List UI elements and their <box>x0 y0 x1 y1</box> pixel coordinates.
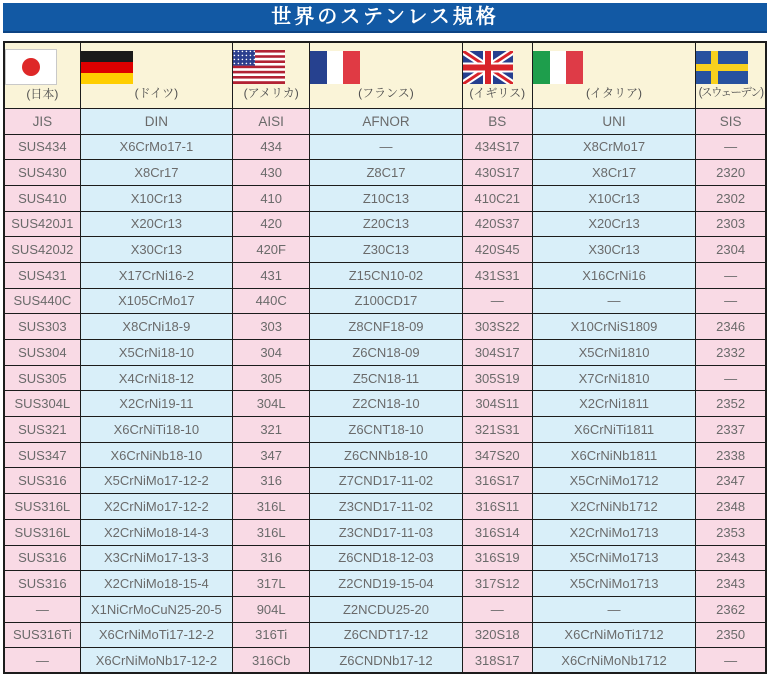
table-cell: — <box>462 596 532 622</box>
country-label-france: (フランス) <box>358 85 414 100</box>
table-cell: Z5CN18-11 <box>310 365 462 391</box>
table-cell: 316Ti <box>233 622 310 648</box>
table-cell: SUS303 <box>4 314 80 340</box>
table-cell: Z15CN10-02 <box>310 262 462 288</box>
table-cell: SUS305 <box>4 365 80 391</box>
flag-cell-germany <box>80 42 232 108</box>
country-label-usa: (アメリカ) <box>243 86 299 101</box>
table-cell: X6CrNiTi1811 <box>532 417 695 443</box>
table-cell: 420 <box>233 211 310 237</box>
table-cell: — <box>696 288 766 314</box>
table-cell: 321 <box>233 417 310 443</box>
stainless-standards-table <box>3 41 767 674</box>
table-cell: 321S31 <box>462 417 532 443</box>
table-row <box>4 417 766 443</box>
table-cell: X2CrNiNb1712 <box>532 494 695 520</box>
table-cell: 2348 <box>696 494 766 520</box>
table-cell: 2320 <box>696 160 766 186</box>
table-cell: 304S11 <box>462 391 532 417</box>
flag-cell-italy <box>532 42 695 108</box>
table-cell: SUS316L <box>4 494 80 520</box>
table-cell: Z30C13 <box>310 237 462 263</box>
header-sis: SIS <box>696 108 766 134</box>
table-cell: Z3CND17-11-02 <box>310 494 462 520</box>
table-cell: 316S14 <box>462 519 532 545</box>
table-row <box>4 468 766 494</box>
table-cell: 2332 <box>696 340 766 366</box>
country-label-uk: (イギリス) <box>469 85 526 100</box>
france-flag-icon <box>310 51 461 84</box>
table-cell: — <box>462 288 532 314</box>
table-cell: X6CrMo17-1 <box>80 134 232 160</box>
table-cell: X2CrNiMo18-15-4 <box>80 571 232 597</box>
table-cell: 347 <box>233 442 310 468</box>
table-cell: SUS321 <box>4 417 80 443</box>
table-cell: X2CrNiMo18-14-3 <box>80 519 232 545</box>
table-cell: 316S11 <box>462 494 532 520</box>
table-cell: 410C21 <box>462 185 532 211</box>
country-label-japan: (日本) <box>26 87 59 102</box>
table-cell: X16CrNi16 <box>532 262 695 288</box>
table-cell: Z6CN18-09 <box>310 340 462 366</box>
table-cell: SUS440C <box>4 288 80 314</box>
table-cell: Z6CNNb18-10 <box>310 442 462 468</box>
table-cell: SUS316 <box>4 571 80 597</box>
table-cell: X20Cr13 <box>532 211 695 237</box>
table-cell: 305 <box>233 365 310 391</box>
table-cell: X3CrNiMo17-13-3 <box>80 545 232 571</box>
table-cell: 431S31 <box>462 262 532 288</box>
table-cell: SUS347 <box>4 442 80 468</box>
table-row <box>4 365 766 391</box>
table-cell: Z10C13 <box>310 185 462 211</box>
table-cell: — <box>696 648 766 674</box>
table-cell: Z2CN18-10 <box>310 391 462 417</box>
table-cell: X5CrNiMo1713 <box>532 545 695 571</box>
table-row <box>4 545 766 571</box>
table-row <box>4 648 766 674</box>
table-cell: — <box>532 288 695 314</box>
table-cell: X2CrNi1811 <box>532 391 695 417</box>
table-cell: 305S19 <box>462 365 532 391</box>
table-row <box>4 134 766 160</box>
table-cell: X6CrNiMoNb17-12-2 <box>80 648 232 674</box>
italy-flag-icon <box>533 51 695 84</box>
table-cell: SUS431 <box>4 262 80 288</box>
table-body <box>4 134 766 673</box>
table-cell: SUS316L <box>4 519 80 545</box>
japan-flag-icon <box>5 49 80 85</box>
flag-cell-usa <box>233 42 310 108</box>
table-cell: Z6CNT18-10 <box>310 417 462 443</box>
table-cell: Z7CND17-11-02 <box>310 468 462 494</box>
table-cell: — <box>310 134 462 160</box>
table-cell: X1NiCrMoCuN25-20-5 <box>80 596 232 622</box>
header-jis: JIS <box>4 108 80 134</box>
header-uni: UNI <box>532 108 695 134</box>
table-row <box>4 519 766 545</box>
table-row <box>4 262 766 288</box>
table-cell: 420F <box>233 237 310 263</box>
flag-cell-france <box>310 42 462 108</box>
table-cell: 316 <box>233 468 310 494</box>
table-cell: 2302 <box>696 185 766 211</box>
table-cell: 2347 <box>696 468 766 494</box>
table-cell: 431 <box>233 262 310 288</box>
header-afnor: AFNOR <box>310 108 462 134</box>
uk-flag-icon <box>463 51 532 84</box>
header-bs: BS <box>462 108 532 134</box>
table-row <box>4 160 766 186</box>
table-cell: X6CrNiTi18-10 <box>80 417 232 443</box>
table-cell: 316Cb <box>233 648 310 674</box>
table-cell: X5CrNiMo1712 <box>532 468 695 494</box>
table-cell: X5CrNi1810 <box>532 340 695 366</box>
table-cell: Z8C17 <box>310 160 462 186</box>
table-cell: — <box>696 262 766 288</box>
table-cell: SUS316Ti <box>4 622 80 648</box>
table-cell: — <box>696 134 766 160</box>
table-cell: X8CrNi18-9 <box>80 314 232 340</box>
table-cell: 316L <box>233 519 310 545</box>
table-row <box>4 442 766 468</box>
table-cell: — <box>4 648 80 674</box>
table-cell: 434 <box>233 134 310 160</box>
table-cell: Z20C13 <box>310 211 462 237</box>
table-cell: X5CrNiMo17-12-2 <box>80 468 232 494</box>
table-cell: 304 <box>233 340 310 366</box>
table-cell: 320S18 <box>462 622 532 648</box>
germany-flag-icon <box>81 51 232 84</box>
country-label-sweden: (スウェーデン) <box>698 86 763 99</box>
table-cell: 420S37 <box>462 211 532 237</box>
table-cell: 347S20 <box>462 442 532 468</box>
table-cell: 318S17 <box>462 648 532 674</box>
table-cell: 2350 <box>696 622 766 648</box>
standards-header-row <box>4 108 766 134</box>
table-cell: X10Cr13 <box>80 185 232 211</box>
table-cell: X6CrNiNb18-10 <box>80 442 232 468</box>
table-cell: 317L <box>233 571 310 597</box>
table-cell: 2343 <box>696 571 766 597</box>
table-cell: X6CrNiMoTi1712 <box>532 622 695 648</box>
table-cell: — <box>696 365 766 391</box>
flag-cell-sweden <box>696 42 766 108</box>
table-row <box>4 340 766 366</box>
table-cell: 2362 <box>696 596 766 622</box>
table-cell: Z3CND17-11-03 <box>310 519 462 545</box>
sweden-flag-icon <box>696 51 765 84</box>
flag-cell-japan <box>4 42 80 108</box>
table-cell: 317S12 <box>462 571 532 597</box>
table-row <box>4 237 766 263</box>
table-cell: X30Cr13 <box>532 237 695 263</box>
table-cell: X6CrNiMoNb1712 <box>532 648 695 674</box>
table-cell: 430 <box>233 160 310 186</box>
table-cell: 303S22 <box>462 314 532 340</box>
table-row <box>4 596 766 622</box>
table-cell: 316L <box>233 494 310 520</box>
country-label-germany: (ドイツ) <box>134 85 179 100</box>
table-cell: 440C <box>233 288 310 314</box>
table-cell: Z2NCDU25-20 <box>310 596 462 622</box>
table-cell: Z8CNF18-09 <box>310 314 462 340</box>
table-cell: 316 <box>233 545 310 571</box>
usa-flag-icon <box>233 50 309 84</box>
table-cell: X17CrNi16-2 <box>80 262 232 288</box>
table-cell: X10CrNiS1809 <box>532 314 695 340</box>
table-cell: SUS430 <box>4 160 80 186</box>
flag-header-row <box>4 42 766 108</box>
table-cell: X5CrNi18-10 <box>80 340 232 366</box>
table-cell: SUS304L <box>4 391 80 417</box>
table-row <box>4 571 766 597</box>
table-cell: 2337 <box>696 417 766 443</box>
table-cell: SUS434 <box>4 134 80 160</box>
table-cell: X8Cr17 <box>532 160 695 186</box>
table-row <box>4 622 766 648</box>
table-cell: 303 <box>233 314 310 340</box>
table-cell: X5CrNiMo1713 <box>532 571 695 597</box>
table-cell: 2346 <box>696 314 766 340</box>
table-row <box>4 288 766 314</box>
table-cell: 304L <box>233 391 310 417</box>
table-cell: X6CrNiNb1811 <box>532 442 695 468</box>
table-cell: 2353 <box>696 519 766 545</box>
table-cell: Z2CND19-15-04 <box>310 571 462 597</box>
table-cell: X30Cr13 <box>80 237 232 263</box>
table-cell: X20Cr13 <box>80 211 232 237</box>
table-cell: 430S17 <box>462 160 532 186</box>
table-row <box>4 185 766 211</box>
table-row <box>4 211 766 237</box>
table-cell: Z6CND18-12-03 <box>310 545 462 571</box>
table-cell: SUS304 <box>4 340 80 366</box>
table-cell: 316S19 <box>462 545 532 571</box>
table-cell: 304S17 <box>462 340 532 366</box>
table-cell: X2CrNiMo1713 <box>532 519 695 545</box>
table-cell: 904L <box>233 596 310 622</box>
table-cell: 2304 <box>696 237 766 263</box>
table-cell: 2303 <box>696 211 766 237</box>
table-cell: X7CrNi1810 <box>532 365 695 391</box>
table-cell: SUS420J2 <box>4 237 80 263</box>
country-label-italy: (イタリア) <box>586 85 643 100</box>
page-title: 世界のステンレス規格 <box>3 3 767 33</box>
table-cell: SUS410 <box>4 185 80 211</box>
table-cell: X4CrNi18-12 <box>80 365 232 391</box>
header-din: DIN <box>80 108 232 134</box>
flag-cell-uk <box>462 42 532 108</box>
table-cell: X8CrMo17 <box>532 134 695 160</box>
table-cell: SUS316 <box>4 468 80 494</box>
table-cell: SUS420J1 <box>4 211 80 237</box>
table-cell: SUS316 <box>4 545 80 571</box>
table-cell: — <box>532 596 695 622</box>
table-cell: Z6CNDNb17-12 <box>310 648 462 674</box>
table-cell: X6CrNiMoTi17-12-2 <box>80 622 232 648</box>
table-row <box>4 391 766 417</box>
table-cell: X8Cr17 <box>80 160 232 186</box>
table-row <box>4 314 766 340</box>
table-cell: 2343 <box>696 545 766 571</box>
table-cell: X2CrNiMo17-12-2 <box>80 494 232 520</box>
table-cell: 434S17 <box>462 134 532 160</box>
table-cell: Z100CD17 <box>310 288 462 314</box>
table-cell: Z6CNDT17-12 <box>310 622 462 648</box>
table-cell: X105CrMo17 <box>80 288 232 314</box>
table-cell: 2338 <box>696 442 766 468</box>
table-cell: 420S45 <box>462 237 532 263</box>
table-cell: 316S17 <box>462 468 532 494</box>
table-cell: X2CrNi19-11 <box>80 391 232 417</box>
table-row <box>4 494 766 520</box>
table-cell: — <box>4 596 80 622</box>
header-aisi: AISI <box>233 108 310 134</box>
table-cell: 410 <box>233 185 310 211</box>
table-cell: X10Cr13 <box>532 185 695 211</box>
table-cell: 2352 <box>696 391 766 417</box>
